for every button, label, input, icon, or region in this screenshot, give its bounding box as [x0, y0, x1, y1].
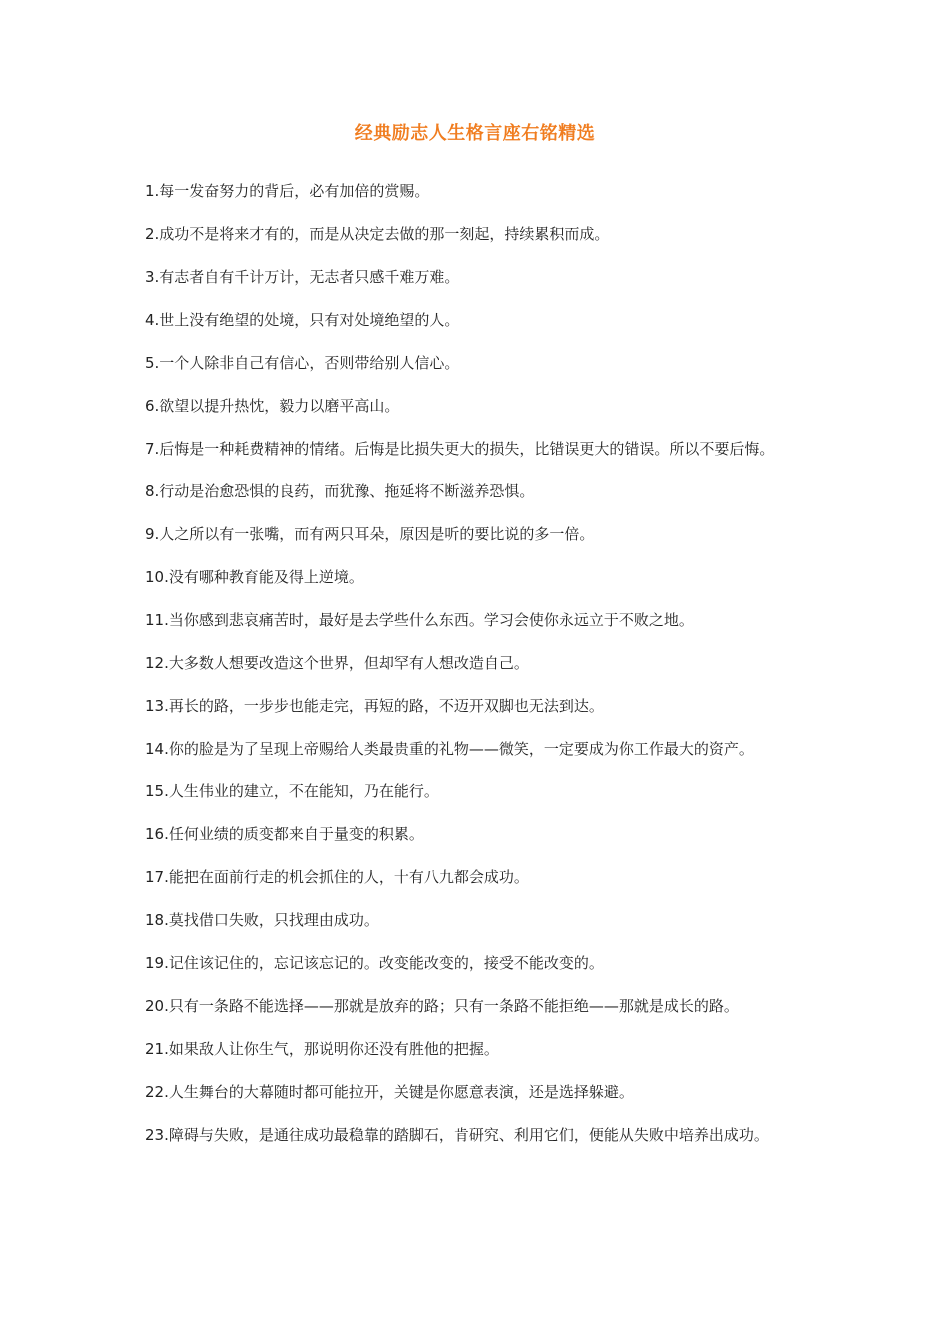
quote-item: 13.再长的路，一步步也能走完，再短的路，不迈开双脚也无法到达。 — [145, 697, 604, 715]
quote-item: 12.大多数人想要改造这个世界，但却罕有人想改造自己。 — [145, 654, 529, 672]
quote-item: 11.当你感到悲哀痛苦时，最好是去学些什么东西。学习会使你永远立于不败之地。 — [145, 611, 694, 629]
quote-item: 21.如果敌人让你生气，那说明你还没有胜他的把握。 — [145, 1040, 499, 1058]
quote-item: 1.每一发奋努力的背后，必有加倍的赏赐。 — [145, 182, 430, 200]
quote-item: 6.欲望以提升热忱，毅力以磨平高山。 — [145, 397, 400, 415]
quote-list — [145, 180, 810, 1166]
quote-item: 3.有志者自有千计万计，无志者只感千难万难。 — [145, 268, 460, 286]
quote-item: 14.你的脸是为了呈现上帝赐给人类最贵重的礼物——微笑，一定要成为你工作最大的资产。 — [145, 740, 754, 758]
quote-item: 10.没有哪种教育能及得上逆境。 — [145, 568, 364, 586]
quote-item: 16.任何业绩的质变都来自于量变的积累。 — [145, 825, 424, 843]
quote-item: 18.莫找借口失败，只找理由成功。 — [145, 911, 379, 929]
quote-item: 19.记住该记住的，忘记该忘记的。改变能改变的，接受不能改变的。 — [145, 954, 604, 972]
quote-item: 23.障碍与失败，是通往成功最稳靠的踏脚石，肯研究、利用它们，便能从失败中培养出成功。 — [145, 1126, 769, 1144]
quote-item: 9.人之所以有一张嘴，而有两只耳朵，原因是听的要比说的多一倍。 — [145, 525, 595, 543]
quote-item: 2.成功不是将来才有的，而是从决定去做的那一刻起，持续累积而成。 — [145, 225, 610, 243]
quote-item: 7.后悔是一种耗费精神的情绪。后悔是比损失更大的损失，比错误更大的错误。所以不要后悔。 — [145, 440, 775, 458]
quote-item: 4.世上没有绝望的处境，只有对处境绝望的人。 — [145, 311, 460, 329]
quote-item: 15.人生伟业的建立，不在能知，乃在能行。 — [145, 782, 439, 800]
quote-item: 8.行动是治愈恐惧的良药，而犹豫、拖延将不断滋养恐惧。 — [145, 482, 535, 500]
page-title: 经典励志人生格言座右铭精选 — [354, 123, 596, 144]
quote-item: 20.只有一条路不能选择——那就是放弃的路；只有一条路不能拒绝——那就是成长的路。 — [145, 997, 739, 1015]
quote-item: 17.能把在面前行走的机会抓住的人，十有八九都会成功。 — [145, 868, 529, 886]
quote-item: 5.一个人除非自己有信心，否则带给别人信心。 — [145, 354, 460, 372]
quote-item: 22.人生舞台的大幕随时都可能拉开，关键是你愿意表演，还是选择躲避。 — [145, 1083, 634, 1101]
